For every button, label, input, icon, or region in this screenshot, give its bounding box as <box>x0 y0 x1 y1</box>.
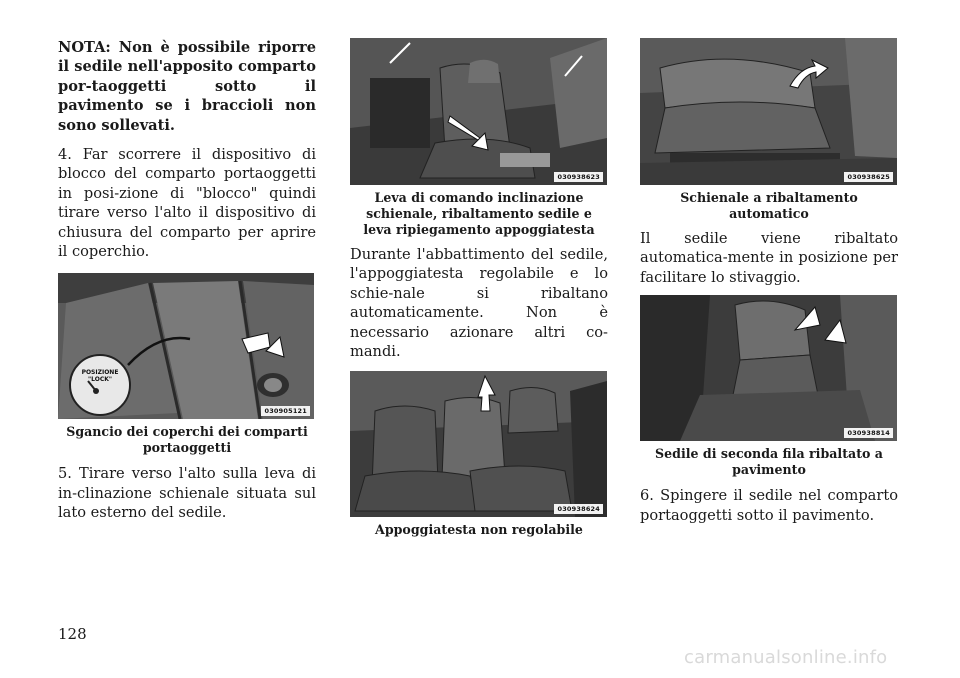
note-paragraph: NOTA: Non è possibile riporre il sedile nell'apposito comparto por-taoggetti sotto il pavimento se i braccioli non sono sollevati. <box>58 39 316 134</box>
seatback-illustration <box>640 38 897 185</box>
auto-fold-paragraph: Durante l'abbattimento del sedile, l'appoggiatesta regolabile e lo schie-nale si ribaltano automaticamente. Non è necessario azionare altri co-mandi. <box>350 246 608 361</box>
figure-code: 030938625 <box>844 172 893 182</box>
figure-caption: Schienale a ribaltamento automatico <box>680 190 858 221</box>
figure-caption: Leva di comando inclinazione schienale, ribaltamento sedile e leva ripiegamento appoggiatesta <box>363 190 595 237</box>
fixed-headrest-photo <box>350 371 607 517</box>
figure-code: 030905121 <box>261 406 310 416</box>
recline-lever-photo <box>350 38 607 185</box>
figure-caption: Appoggiatesta non regolabile <box>375 522 583 538</box>
folded-seat-illustration <box>640 295 897 441</box>
auto-fold-seatback-photo <box>640 38 897 185</box>
step-6-paragraph: 6. Spingere il sedile nel comparto portaoggetti sotto il pavimento. <box>640 487 898 524</box>
watermark: carmanualsonline.info <box>684 647 888 668</box>
headrest-illustration <box>350 371 607 517</box>
auto-tilt-paragraph: Il sedile viene ribaltato automatica-mente in posizione per facilitare lo stivaggio. <box>640 230 898 286</box>
position-lock-label <box>76 369 124 383</box>
figure-code: 030938623 <box>554 172 603 182</box>
second-row-folded-photo <box>640 295 897 441</box>
column-right <box>640 38 898 525</box>
storage-bin-lid-photo <box>58 273 314 419</box>
seat-lever-illustration <box>350 38 607 185</box>
column-middle <box>350 38 608 538</box>
position-label-line1: POSIZIONE <box>81 369 119 377</box>
position-label-line2: "LOCK" <box>87 376 112 384</box>
storage-bin-illustration <box>58 273 314 419</box>
step-5-paragraph: 5. Tirare verso l'alto sulla leva di in-clinazione schienale situata sul lato esterno del sedile. <box>58 465 316 522</box>
page-number: 128 <box>58 625 87 643</box>
column-left <box>58 38 316 523</box>
figure-caption: Sgancio dei coperchi dei comparti portaoggetti <box>66 424 308 456</box>
step-4-paragraph: 4. Far scorrere il dispositivo di blocco del comparto portaoggetti in posi-zione di "blocco" quindi tirare verso l'alto il dispositivo di chiusura del comparto per aprire il coperchio. <box>58 146 316 261</box>
figure-code: 030938624 <box>554 504 603 514</box>
figure-code: 030938814 <box>844 428 893 438</box>
figure-caption: Sedile di seconda fila ribaltato a pavimento <box>655 446 883 478</box>
